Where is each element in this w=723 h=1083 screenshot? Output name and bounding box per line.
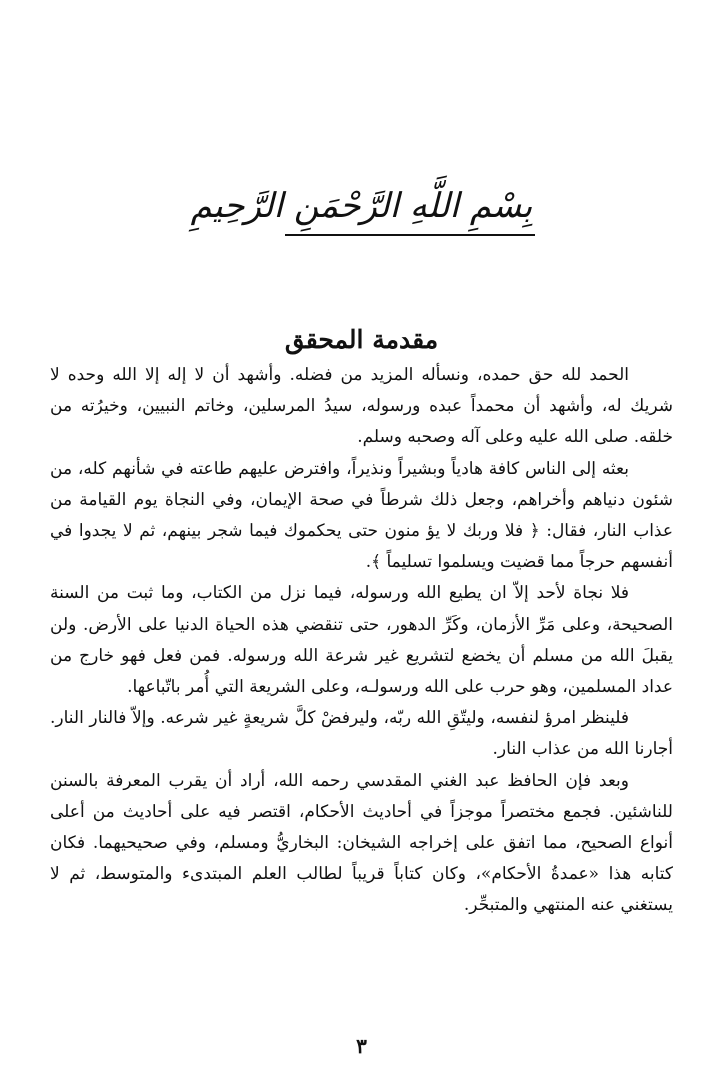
paragraph: وبعد فإن الحافظ عبد الغني المقدسي رحمه الله، أراد أن يقرب المعرفة بالسنن للناشئين. فجمع مختصراً موجزاً في أحاديث الأحكام، اقتصر فيه على أحاديث من أعلى أنواع الصحيح، مما اتفق على إخراجه الشيخان: البخاريُّ ومسلم، وفي صحيحيهما. فكان كتابه هذا «عمدةُ الأحكام»، وكان كتاباً قريباً لطالب العلم المبتدىء والمتوسط، ثم لا يستغني عنه المنتهي والمتبحِّر. xyxy=(50,770,673,916)
paragraph: بعثه إلى الناس كافة هادياً وبشيراً ونذيراً، وافترض عليهم طاعته في شأنهم كله، من شئون دنياهم وأخراهم، وجعل ذلك شرطاً في صحة الإيمان، وفي النجاة يوم القيامة من عذاب النار، فقال: ﴿ فلا وربك لا يؤ منون حتى يحكموك فيما شجر بينهم، ثم لا يجدوا في أنفسهم حرجاً مما قضيت ويسلموا تسليماً ﴾. xyxy=(50,458,673,573)
basmala-calligraphy: بِسْمِ اللَّهِ الرَّحْمَنِ الرَّحِيمِ xyxy=(190,186,533,226)
paragraph: الحمد لله حق حمده، ونسأله المزيد من فضله. وأشهد أن لا إله إلا الله وحده لا شريك له، وأشهد أن محمداً عبده ورسوله، سيدُ المرسلين، وخاتم النبيين، وخيرُته من خلقه. صلى الله عليه وعلى آله وصحبه وسلم. xyxy=(50,365,673,448)
body-text xyxy=(50,360,673,922)
paragraph: فلينظر امرؤ لنفسه، وليتّقِ الله ربّه، وليرفضْ كلَّ شريعةٍ غير شرعه. وإلاّ فالنار النار. أجارنا الله من عذاب النار. xyxy=(50,708,673,760)
paragraph: فلا نجاة لأحد إلاّ ان يطيع الله ورسوله، فيما نزل من الكتاب، وما ثبت من السنة الصحيحة، وعلى مَرِّ الأزمان، وكَرِّ الدهور، حتى تنقضي هذه الحياة الدنيا على الأرض. ولن يقبلَ الله من مسلم أن يخضع لتشريع غير شرعة الله ورسوله. فمن فعل فهو خارج من عداد المسلمين، وهو حرب على الله ورسولـه، وعلى الشريعة التي أُمر باتّباعها. xyxy=(50,583,673,698)
page-title: مقدمة المحقق xyxy=(284,324,439,354)
basmala-underline xyxy=(285,234,535,236)
page-number: ٣ xyxy=(356,1034,367,1058)
